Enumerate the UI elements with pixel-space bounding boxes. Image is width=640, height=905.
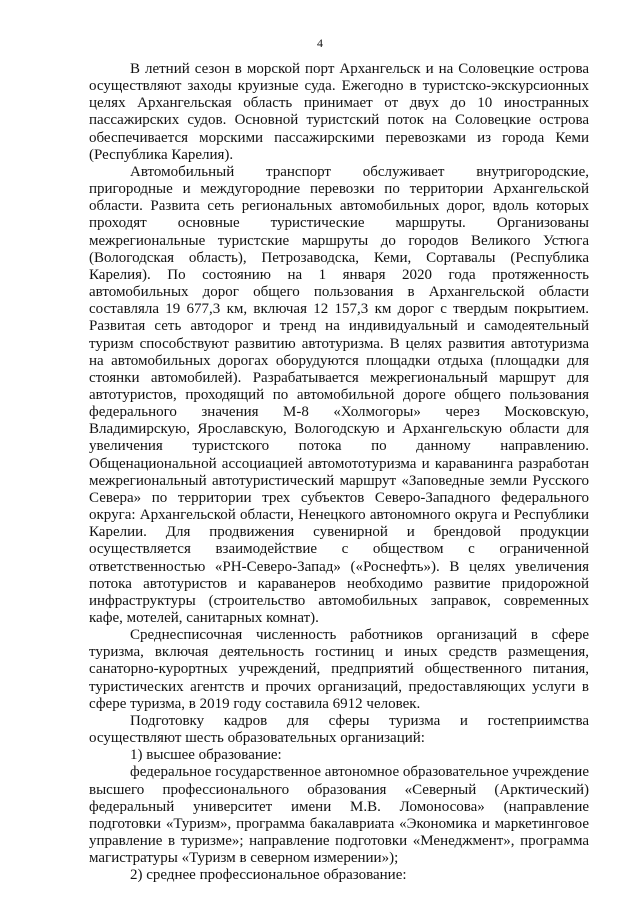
list-item-vocational-education: 2) среднее профессиональное образование: <box>130 867 407 884</box>
document-body <box>89 61 589 885</box>
paragraph-staff-training: Подготовку кадров для сферы туризма и гостеприимства осуществляют шесть образовательных организаций: <box>89 712 589 747</box>
paragraph-tourism-employment: Среднесписочная численность работников организаций в сфере туризма, включая деятельность гостиниц и иных средств размещения, санаторно-курортных учреждений, предприятий общественного питания, туристических агентств и прочих организаций, предоставляющих услуги в сфере туризма, в 2019 году составила 6912 человек. <box>89 627 589 712</box>
list-item-higher-education: 1) высшее образование: <box>130 747 282 764</box>
page-number: 4 <box>317 36 323 50</box>
paragraph-university-programs: федеральное государственное автономное образовательное учреждение высшего профессионального образования «Северный (Арктический) федеральный университет имени М.В. Ломоносова» (направление подготовки «Туризм», программа бакалавриата «Экономика и маркетинговое управление в туризме»; направление подготовки «Менеджмент», программа магистратуры «Туризм в северном измерении»); <box>89 764 589 867</box>
paragraph-road-transport: Автомобильный транспорт обслуживает внутригородские, пригородные и междугородние перевозки по территории Архангельской области. Развита сеть региональных автомобильных дорог, вдоль которых проходят основные туристические маршруты. Организованы межрегиональные туристские маршруты до городов Великого Устюга (Вологодская область), Петрозаводска, Кеми, Сортавалы (Республика Карелия). По состоянию на 1 января 2020 года протяженность автомобильных дорог общего пользования в Архангельской области составляла 19 677,3 км, включая 12 157,3 км дорог с твердым покрытием. Развитая сеть автодорог и тренд на индивидуальный и самодеятельный туризм способствуют развитию автотуризма. В целях развития автотуризма на автомобильных дорогах оборудуются площадки отдыха (площадки для стоянки автомобилей). Разрабатывается межрегиональный маршрут для автотуристов, проходящий по автомобильной дороге общего пользования федерального значения М-8 «Холмогоры» через Московскую, Владимирскую, Ярославскую, Вологодскую и Архангельскую области для увеличения туристского потока по данному направлению. Общенациональной ассоциацией автомототуризма и караванинга разработан межрегиональный автотуристический маршрут «Заповедные земли Русского Севера» по территории трех субъектов Северо-Западного федерального округа: Архангельской области, Ненецкого автономного округа и Республики Карелии. Для продвижения сувенирной и брендовой продукции осуществляется взаимодействие с обществом с ограниченной ответственностью «РН-Северо-Запад» («Роснефть»). В целях увеличения потока автотуристов и караванеров необходимо развитие придорожной инфраструктуры (строительство автомобильных заправок, современных кафе, мотелей, санитарных комнат). <box>89 163 589 626</box>
paragraph-cruise-ships: В летний сезон в морской порт Архангельск и на Соловецкие острова осуществляют заходы круизные суда. Ежегодно в туристско-экскурсионных целях Архангельская область принимает от двух до 10 иностранных пассажирских судов. Основной туристский поток на Соловецкие острова обеспечивается морскими пассажирскими перевозками из города Кеми (Республика Карелия). <box>89 61 589 163</box>
